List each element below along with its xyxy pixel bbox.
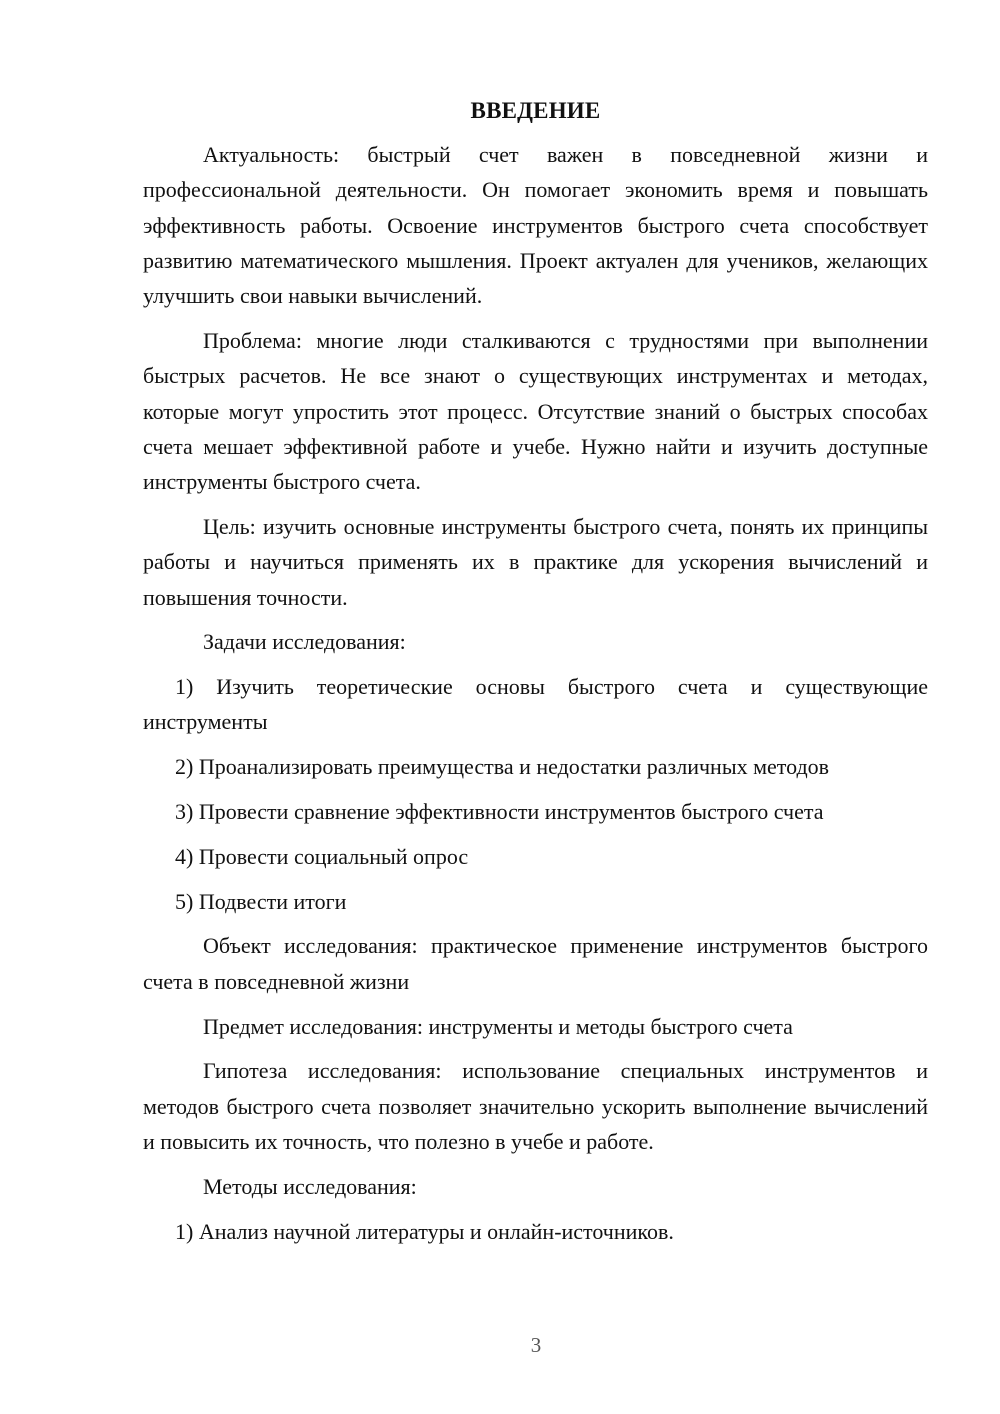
tasks-label: Задачи исследования:: [203, 629, 406, 655]
task-item: 2) Проанализировать преимущества и недостатки различных методов: [175, 754, 830, 780]
methods-list: [143, 1214, 928, 1249]
task-item: 3) Провести сравнение эффективности инструментов быстрого счета: [175, 799, 824, 825]
problem-paragraph: Проблема: многие люди сталкиваются с трудностями при выполнении быстрых расчетов. Не все знают о существующих инструментах и методах, которые могут упростить этот процесс. Отсутствие знаний о быстрых способах счета мешает эффективной работе и учебе. Нужно найти и изучить доступные инструменты быстрого счета.: [143, 327, 928, 495]
tasks-list: [143, 669, 928, 919]
document-page: [143, 95, 928, 1258]
task-item: 4) Провести социальный опрос: [175, 843, 469, 869]
method-item: 1) Анализ научной литературы и онлайн-источников.: [175, 1218, 674, 1244]
relevance-paragraph: Актуальность: быстрый счет важен в повседневной жизни и профессиональной деятельности. Он помогает экономить время и повышать эффективность работы. Освоение инструментов быстрого счета способствует развитию математического мышления. Проект актуален для учеников, желающих улучшить свои навыки вычислений.: [143, 142, 928, 309]
section-title: ВВЕДЕНИЕ: [470, 98, 601, 123]
hypothesis-paragraph: Гипотеза исследования: использование специальных инструментов и методов быстрого счета позволяет значительно ускорить выполнение вычислений и повысить их точность, что полезно в учебе и работе.: [143, 1058, 928, 1154]
page-number: 3: [530, 1333, 542, 1357]
subject-paragraph: Предмет исследования: инструменты и методы быстрого счета: [203, 1013, 793, 1039]
task-item: 1) Изучить теоретические основы быстрого счета и существующие инструменты: [143, 674, 928, 735]
task-item: 5) Подвести итоги: [175, 888, 347, 914]
methods-label: Методы исследования:: [203, 1173, 417, 1199]
goal-paragraph: Цель: изучить основные инструменты быстрого счета, понять их принципы работы и научиться применять их в практике для ускорения вычислений и повышения точности.: [143, 513, 928, 610]
object-paragraph: Объект исследования: практическое применение инструментов быстрого счета в повседневной жизни: [143, 933, 928, 994]
